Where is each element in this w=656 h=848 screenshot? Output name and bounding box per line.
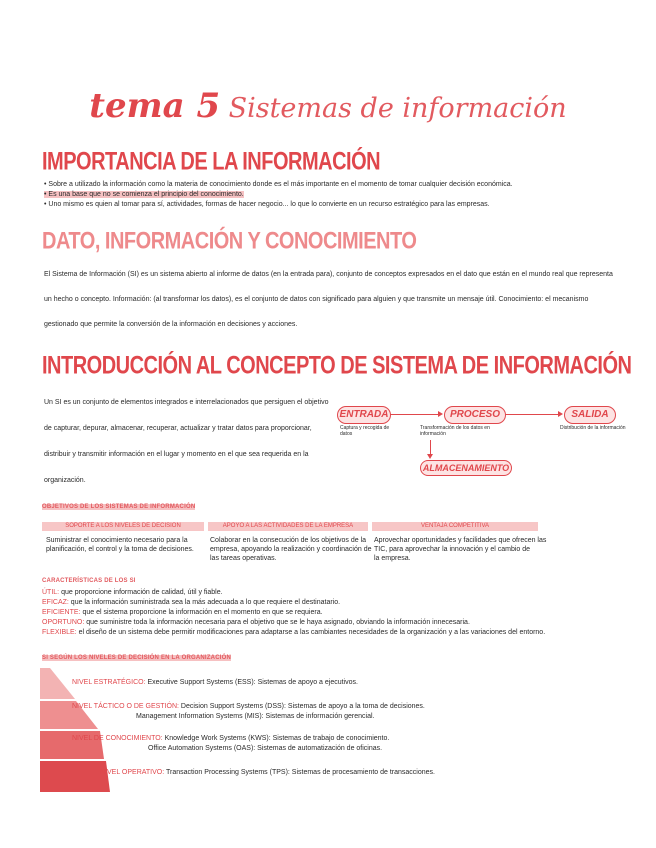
pyramid-line-1: NIVEL ESTRATÉGICO: Executive Support Systems (ESS): Sistemas de apoyo a ejecutivos. [72,679,358,686]
sec2-line-2: un hecho o concepto. Información: (al transformar los datos), es el conjunto de datos con significado para alguien y que transmite un mensaje útil. Conocimiento: el mecanismo [44,296,589,303]
caract-line-4: OPORTUNO: que suministre toda la información necesaria para el objetivo que se le haya asignado, obviando la información innecesaria. [42,619,470,626]
title-topic: tema 5 [89,86,221,126]
flow-entrada-note: Captura y recogida de datos [340,425,390,437]
arrow-proceso-salida [505,414,560,415]
objetivo-3-line-1: Aprovechar oportunidades y facilidades que ofrecen las [374,537,547,544]
heading-importancia: IMPORTANCIA DE LA INFORMACIÓN [42,148,381,176]
arrowhead-3 [427,454,433,459]
caracteristicas-label: CARACTERÍSTICAS DE LOS SI [42,578,136,584]
sec1-line-3: • Uno mismo es quien al tomar para sí, actividades, formas de hacer negocio... lo que lo convierte en un recurso estratégico para las empresas. [44,201,490,208]
objetivo-band-1: SOPORTE A LOS NIVELES DE DECISIÓN [42,522,204,531]
objetivos-label: OBJETIVOS DE LOS SISTEMAS DE INFORMACIÓN [42,504,196,510]
flow-salida-note: Distribución de la información [560,425,626,431]
title-name: Sistemas de información [228,93,567,124]
objetivo-1-line-1: Suministrar el conocimiento necesario para la [46,537,188,544]
pyramid-level-1 [40,668,75,699]
objetivo-1-line-2: planificación, el control y la toma de decisiones. [46,546,194,553]
sec3-line-2: de capturar, depurar, almacenar, recuperar, actualizar y tratar datos para proporcionar, [44,425,312,432]
objetivo-3-line-2: TIC, para aprovechar la innovación y el cambio de [374,546,531,553]
pyramid-line-6: NIVEL OPERATIVO: Transaction Processing Systems (TPS): Sistemas de procesamiento de transacciones. [100,769,435,776]
sec3-line-4: organización. [44,477,86,484]
pyramid-line-4: NIVEL DE CONOCIMIENTO: Knowledge Work Systems (KWS): Sistemas de trabajo de conocimiento. [72,735,390,742]
page-title [0,86,656,126]
flow-salida: SALIDA [564,406,616,424]
objetivo-2-line-2: empresa, apoyando la realización y coordinación de [210,546,372,553]
arrow-entrada-proceso [390,414,440,415]
objetivo-band-3: VENTAJA COMPETITIVA [372,522,538,531]
piramide-label: SI SEGÚN LOS NIVELES DE DECISIÓN EN LA ORGANIZACIÓN [42,655,231,661]
sec3-line-1: Un SI es un conjunto de elementos integrados e interrelacionados que persiguen el objetivo [44,399,329,406]
caract-line-2: EFICAZ: que la información suministrada sea la más adecuada a lo que requiere el destinatario. [42,599,341,606]
flow-almacenamiento: ALMACENAMIENTO [420,460,512,476]
sec1-line-2: • Es una base que no se comienza el principio del conocimiento. [44,191,244,198]
sec2-line-1: El Sistema de Información (SI) es un sistema abierto al informe de datos (en la entrada para), conjunto de conceptos expresados en el dato que están en el mundo real que representa [44,271,613,278]
pyramid-line-3: Management Information Systems (MIS): Sistemas de información gerencial. [136,713,375,720]
heading-dato: DATO, INFORMACIÓN Y CONOCIMIENTO [42,228,417,255]
sec2-line-3: gestionado que permite la conversión de la información en decisiones y acciones. [44,321,298,328]
objetivo-2-line-1: Colaborar en la consecución de los objetivos de la [210,537,367,544]
objetivo-band-2: APOYO A LAS ACTIVIDADES DE LA EMPRESA [208,522,368,531]
pyramid-line-5: Office Automation Systems (OAS): Sistemas de automatización de oficinas. [148,745,383,752]
objetivo-3-line-3: la empresa. [374,555,411,562]
flow-proceso-note: Transformación de los datos en información [420,425,490,437]
flow-proceso: PROCESO [444,406,506,424]
caract-line-1: ÚTIL: que proporcione información de calidad, útil y fiable. [42,589,223,596]
sec1-line-1: • Sobre a utilizado la información como la materia de conocimiento donde es el más importante en el momento de tomar cualquier decisión económica. [44,181,513,188]
flow-entrada: ENTRADA [337,406,391,424]
heading-introduccion: INTRODUCCIÓN AL CONCEPTO DE SISTEMA DE INFORMACIÓN [42,352,632,380]
sec3-line-3: distribuir y transmitir información en el lugar y momento en el que sea requerida en la [44,451,309,458]
arrowhead-2 [558,411,563,417]
caract-line-3: EFICIENTE: que el sistema proporcione la información en el momento en que se requiera. [42,609,323,616]
objetivo-2-line-3: las tareas operativas. [210,555,277,562]
arrowhead-1 [438,411,443,417]
caract-line-5: FLEXIBLE: el diseño de un sistema debe permitir modificaciones para adaptarse a las cambiantes necesidades de la organización y a las variaciones del entorno. [42,629,546,636]
pyramid-line-2: NIVEL TÁCTICO O DE GESTIÓN: Decision Support Systems (DSS): Sistemas de apoyo a la toma de decisiones. [72,703,425,710]
